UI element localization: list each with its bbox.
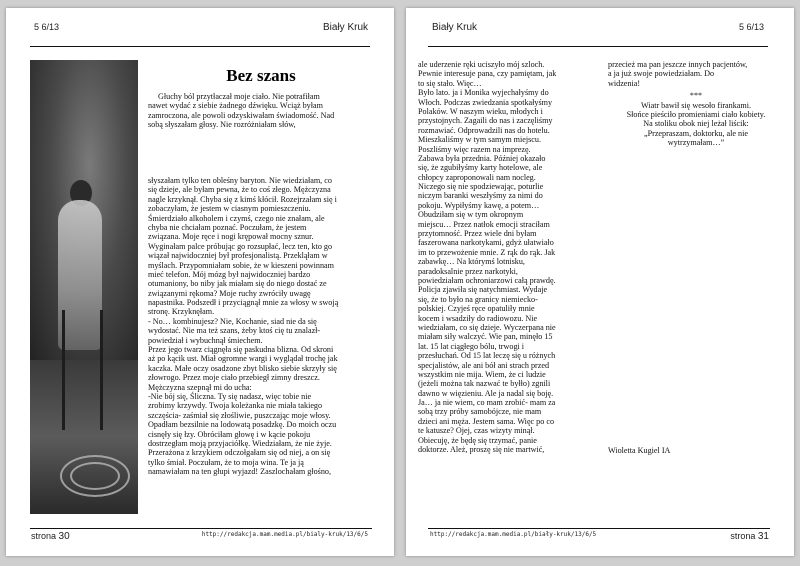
page-url[interactable]: http://redakcja.mam.media.pl/bialy-kruk/13/6/5 [201, 531, 368, 538]
text-line: nawet wydać z siebie żadnego dźwięku. Wciąż byłam [148, 101, 323, 111]
header-rule [428, 46, 768, 47]
article-body-left [148, 176, 380, 477]
text-line: wszystkim nie mija. Wiem, że ci ludzie [418, 369, 546, 379]
text-line: faszerowana narkotykami, gdyż ułatwiało [418, 238, 554, 248]
article-author: Wioletta Kugiel IA [608, 446, 671, 455]
text-line: Polaków. W naszym wieku, młodych i [418, 106, 543, 116]
text-line: chłopcy zaproponowali nam nocleg. [418, 172, 536, 182]
magazine-title: Biały Kruk [322, 22, 368, 33]
text-line: polskiej. Czyjeś ręce opatuliły mnie [418, 304, 535, 314]
page-number-left [31, 531, 70, 542]
page-number: 31 [757, 531, 769, 542]
page-label: strona [31, 531, 57, 541]
text-line: - No… kombinujesz? Nie, Kochanie, siad nie da się [148, 316, 317, 326]
text-line: specjalistów, ale ani bół ani strach przed [418, 360, 550, 370]
text-line: kocem i wsadziły do radiowozu. Nie [418, 313, 538, 323]
page-number: 30 [58, 531, 70, 542]
text-line: zobaczyłam, że jestem w ciasnym pomieszczeniu. [148, 204, 311, 214]
text-line: miałam siły walczyć. Wie pan, minęło 15 [418, 332, 553, 342]
text-line: Słońce pieściło promieniami ciało kobiety. [626, 109, 766, 119]
text-line: napastnika. Podszedł i przyciągnął mnie za włosy w swoją [148, 298, 339, 308]
photo-chair-leg [100, 310, 103, 430]
text-line: Zabawa była przednia. Później okazało [418, 153, 546, 163]
left-page [6, 8, 394, 556]
footer-rule [30, 528, 372, 529]
text-line: mieć telefon. Mój mózg był najwidoczniej bardzo [148, 269, 311, 279]
article-body-right-col1 [418, 60, 600, 454]
text-line: wydostać. Nie ma też szans, żeby ktoś cię tu znalazł- [148, 326, 321, 336]
text-line: Niczego się nie spodziewając, poturlie [418, 182, 544, 192]
article-intro [148, 92, 376, 130]
text-line: sobą trzy próby samobójcze, nie mam [418, 407, 542, 417]
text-line: otumaniony, bo niby jak miałam się do niego dostać ze [148, 279, 327, 289]
article-body-right-col2 [608, 60, 784, 148]
text-line: niczym baranki weszłyśmy za nimi do [418, 191, 543, 201]
text-line: paradoksalnie przez narkotyki, [418, 266, 518, 276]
text-line: „Przepraszam, doktorku, ale nie [643, 128, 748, 138]
text-line: powiedziałam ochroniarzowi całą prawdę. [418, 275, 556, 285]
text-line: lat. 15 lat ciągłego bólu, trwogi i [418, 341, 525, 351]
photo-chair-leg [62, 310, 65, 430]
text-line: wytrzymałam…” [667, 138, 725, 148]
text-line: Opadłam bezsilnie na lodowatą posadzkę. Do moich oczu [148, 420, 337, 430]
text-line: namawiałam na ten głupi wyjazd! Zaszlochałam głośno, [148, 467, 331, 477]
text-line: doktorze. Ależ, proszę się nie martwić, [418, 445, 545, 455]
text-line: przesłuchań. Od 15 lat leczę się u różnych [418, 351, 556, 361]
text-line: zrobimy krzywdy. Twoja koleżanka nie miała takiego [148, 401, 323, 411]
text-line: słyszałam tylko ten obleśny baryton. Nie wiedziałam, co [148, 176, 332, 185]
right-page [406, 8, 794, 556]
article-photo [30, 60, 138, 514]
issue-label: 5 6/13 [738, 22, 764, 32]
text-line: związanymi rękoma? Moje ruchy zwróciły uwagę [148, 288, 311, 298]
text-line: Obudziłam się w tym okropnym [418, 210, 524, 220]
page-number-right [730, 531, 769, 542]
text-line: to się stało. Więc… [418, 78, 482, 88]
text-line: sobą słyszałam głosy. Nie rozróżniałam słów, [148, 120, 296, 130]
photo-rope [70, 462, 120, 490]
page-label: strona [730, 531, 756, 541]
text-line: myślach. Przypomniałam sobie, że w kieszeni powinnam [148, 260, 334, 270]
text-line: kaczka. Małe oczy osadzone zbyt blisko siebie skrzyły się [148, 363, 337, 373]
text-line: wiązał najwidoczniej był profesjonalistą. Przekląłam w [148, 251, 328, 261]
text-line: dostrzegłam moją przyjaciółkę. Wiedziałam, że nie żyje. [148, 438, 332, 448]
text-line: Wyginałam palce próbując go rozsupłać, lecz ten, kto go [148, 241, 333, 251]
text-line: stronę. Krzyknęłam. [148, 307, 215, 317]
text-line: aż po kącik ust. Miał ogromne wargi i wyglądał trochę jak [148, 354, 338, 364]
text-line: Mężczyzna szepnął mi do ucha: [148, 382, 252, 392]
text-line: Poszliśmy więc razem na imprezę. [418, 144, 531, 154]
text-line: te katusze? Ojej, czas wizyty minął. [418, 426, 535, 436]
text-line: (jeżeli można tak nazwać te byłło) zgnili [418, 379, 551, 389]
text-line: Pewnie interesuje pana, czy pamiętam, jak [418, 69, 557, 79]
footer-rule [428, 528, 770, 529]
text-line: im to przewożenie mnie. Z rąk do rąk. Jak [418, 247, 556, 257]
text-line: wiedziałam, co się dzieje. Wyczerpana nie [418, 322, 556, 332]
text-line: ale uderzenie ręki uciszyło mój szloch. [418, 60, 545, 69]
text-line: Głuchy ból przytłaczał moje ciało. Nie potrafiłam [158, 92, 320, 101]
text-line: Było lato. ja i Monika wyjechałyśmy do [418, 88, 549, 98]
text-line: Na stoliku obok niej leżał liścik: [643, 119, 749, 129]
text-line: a ja już swoje powiedziałam. Do [608, 69, 715, 79]
text-line: Mieszkaliśmy w tym samym miejscu. [418, 135, 541, 145]
text-line: Włoch. Podczas zwiedzania spotkałyśmy [418, 97, 553, 107]
magazine-title: Biały Kruk [432, 22, 478, 33]
section-separator: *** [689, 91, 703, 101]
text-line: się, że to było na granicy niemiecko- [418, 294, 538, 304]
text-line: Wiatr bawił się wesoło firankami. [640, 100, 751, 110]
issue-label: 5 6/13 [34, 22, 60, 32]
text-line: dzieci ani męża. Jestem sama. Więc po co [418, 416, 555, 426]
text-line: związana. Moje ręce i nogi krępował mocny sznur. [148, 232, 314, 242]
text-line: dawno w więzieniu. Ale ja nadal się boję. [418, 388, 554, 398]
page-url[interactable]: http://redakcja.mam.media.pl/biały-kruk/13/6/5 [430, 531, 597, 538]
text-line: zabawkę… Na którymś lotnisku, [418, 257, 525, 267]
text-line: widzenia! [608, 78, 641, 88]
text-line: Policja zjawiła się natychmiast. Wydaje [418, 285, 548, 295]
text-line: Ja… ja nie wiem, co mam zrobić- mam za [418, 398, 556, 408]
text-line: przecież ma pan jeszcze innych pacjentów, [608, 60, 748, 69]
article-title: Bez szans [226, 66, 296, 85]
text-line: tylko śmiał. Poczułam, że to moja wina. Te ja ją [148, 457, 304, 467]
header-rule [30, 46, 370, 47]
text-line: złowrogo. Przez moje ciało przebiegł zimny dreszcz. [148, 373, 320, 383]
text-line: szczęścia- zaśmiał się złośliwie, puszczając moje włosy. [148, 410, 331, 420]
text-line: cisnęły się łzy. Obróciłam głowę i w kącie pokoju [148, 429, 311, 439]
text-line: się, że zgubiłyśmy karty hotelowe, ale [418, 163, 543, 173]
text-line: powiedział i wybuchnął śmiechem. [148, 335, 263, 345]
text-line: -Nie bój się, Śliczna. Ty się nadasz, więc tobie nie [148, 391, 312, 401]
text-line: zamroczona, ale powoli odzyskiwałam świadomość. Nad [148, 110, 335, 120]
text-line: Przerażona z krzykiem odczołgałam się od niej, a on się [148, 448, 331, 458]
text-line: przystojnych. Zagaili do nas i zaczęliśmy [418, 116, 553, 126]
text-line: pokoju. Wypiłyśmy kawę, a potem… [418, 200, 540, 210]
text-line: Przez jego twarz ciągnęła się paskudna blizna. Od skroni [148, 345, 334, 355]
text-line: miejscu… Przez natłok emocji straciłam [418, 219, 550, 229]
text-line: się dzieje, ale byłam pewna, że to coś złego. Mężczyzna [148, 185, 331, 195]
text-line: Śmierdziało alkoholem i czymś, czego nie znałam, ale [148, 213, 325, 223]
text-line: rozmawiać. Odprowadzili nas do hotelu. [418, 125, 550, 135]
text-line: nagle krzyknął. Chyba się z kimś kłócił. Rozejrzałam się i [148, 194, 337, 204]
text-line: przytomność. Przez wiele dni byłam [418, 229, 537, 239]
text-line: Obiecuję, że będę się trzymać, panie [418, 435, 537, 445]
text-line: chyba nie chciałam poznać. Poczułam, że jestem [148, 222, 307, 232]
